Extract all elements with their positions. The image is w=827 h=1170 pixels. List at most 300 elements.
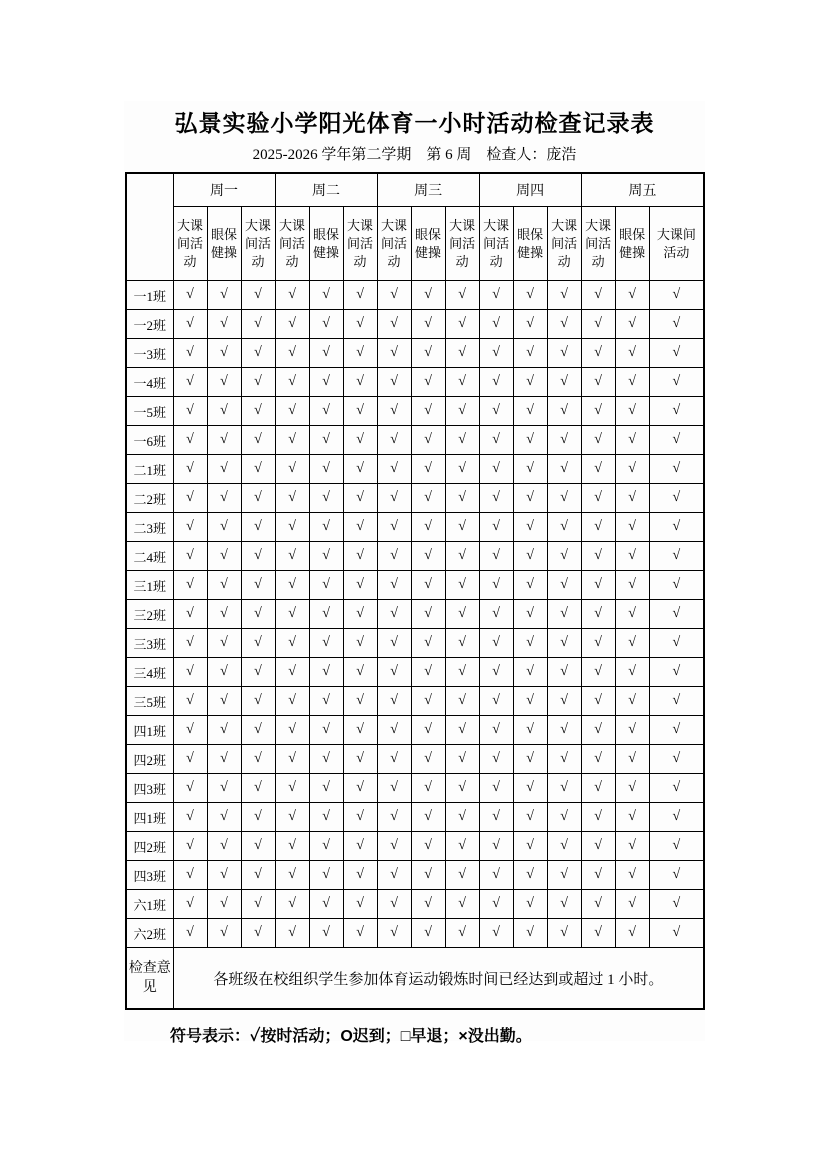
check-cell: √ xyxy=(309,339,343,368)
check-cell: √ xyxy=(275,571,309,600)
check-cell: √ xyxy=(649,687,704,716)
summary-row xyxy=(126,948,704,1010)
check-cell: √ xyxy=(207,455,241,484)
check-cell: √ xyxy=(513,455,547,484)
document-content-area xyxy=(124,101,705,1045)
check-cell: √ xyxy=(241,310,275,339)
check-cell: √ xyxy=(207,803,241,832)
check-cell: √ xyxy=(513,919,547,948)
check-cell: √ xyxy=(173,716,207,745)
check-cell: √ xyxy=(581,658,615,687)
check-cell: √ xyxy=(343,542,377,571)
check-cell: √ xyxy=(581,774,615,803)
check-cell: √ xyxy=(649,368,704,397)
check-cell: √ xyxy=(377,745,411,774)
class-row-label: 三4班 xyxy=(126,658,173,687)
check-cell: √ xyxy=(275,658,309,687)
symbol-legend: 符号表示：✓按时活动；O迟到；□早退；×没出勤。 xyxy=(170,1028,532,1045)
check-cell: √ xyxy=(207,919,241,948)
check-cell: √ xyxy=(411,571,445,600)
check-cell: √ xyxy=(207,629,241,658)
check-cell: √ xyxy=(649,513,704,542)
check-cell: √ xyxy=(479,426,513,455)
check-cell: √ xyxy=(479,629,513,658)
check-cell: √ xyxy=(343,455,377,484)
check-cell: √ xyxy=(275,716,309,745)
check-cell: √ xyxy=(649,571,704,600)
check-cell: √ xyxy=(173,687,207,716)
table-row xyxy=(126,716,704,745)
check-cell: √ xyxy=(173,571,207,600)
check-cell: √ xyxy=(445,890,479,919)
check-cell: √ xyxy=(377,658,411,687)
check-cell: √ xyxy=(309,890,343,919)
check-cell: √ xyxy=(309,716,343,745)
check-cell: √ xyxy=(173,600,207,629)
check-cell: √ xyxy=(581,281,615,310)
day-header: 周二 xyxy=(275,173,377,207)
check-cell: √ xyxy=(445,513,479,542)
check-cell: √ xyxy=(581,600,615,629)
check-cell: √ xyxy=(445,310,479,339)
check-cell: √ xyxy=(615,281,649,310)
check-cell: √ xyxy=(513,281,547,310)
check-cell: √ xyxy=(343,426,377,455)
check-cell: √ xyxy=(309,861,343,890)
check-cell: √ xyxy=(377,426,411,455)
check-cell: √ xyxy=(309,745,343,774)
check-cell: √ xyxy=(207,513,241,542)
check-cell: √ xyxy=(581,716,615,745)
check-cell: √ xyxy=(513,861,547,890)
check-cell: √ xyxy=(343,310,377,339)
check-cell: √ xyxy=(445,484,479,513)
check-cell: √ xyxy=(547,368,581,397)
table-row xyxy=(126,774,704,803)
corner-cell xyxy=(126,173,173,281)
check-cell: √ xyxy=(241,368,275,397)
check-cell: √ xyxy=(411,832,445,861)
check-cell: √ xyxy=(479,281,513,310)
day-header: 周三 xyxy=(377,173,479,207)
activity-header: 大课间活动 xyxy=(581,207,615,281)
check-cell: √ xyxy=(581,339,615,368)
check-cell: √ xyxy=(309,281,343,310)
class-row-label: 二3班 xyxy=(126,513,173,542)
activity-header: 大课间活动 xyxy=(241,207,275,281)
check-cell: √ xyxy=(207,397,241,426)
check-cell: √ xyxy=(309,832,343,861)
check-cell: √ xyxy=(513,745,547,774)
check-cell: √ xyxy=(173,368,207,397)
check-cell: √ xyxy=(411,774,445,803)
check-cell: √ xyxy=(377,600,411,629)
check-cell: √ xyxy=(649,745,704,774)
check-cell: √ xyxy=(547,861,581,890)
check-cell: √ xyxy=(513,774,547,803)
check-cell: √ xyxy=(581,426,615,455)
check-cell: √ xyxy=(615,397,649,426)
check-cell: √ xyxy=(377,629,411,658)
check-cell: √ xyxy=(479,310,513,339)
check-cell: √ xyxy=(649,774,704,803)
check-cell: √ xyxy=(445,339,479,368)
check-cell: √ xyxy=(513,832,547,861)
class-row-label: 四1班 xyxy=(126,716,173,745)
check-cell: √ xyxy=(547,687,581,716)
check-cell: √ xyxy=(241,542,275,571)
check-cell: √ xyxy=(547,716,581,745)
day-header: 周五 xyxy=(581,173,704,207)
check-cell: √ xyxy=(173,861,207,890)
table-row xyxy=(126,281,704,310)
activity-header: 眼保健操 xyxy=(309,207,343,281)
class-row-label: 四2班 xyxy=(126,745,173,774)
check-cell: √ xyxy=(275,745,309,774)
check-cell: √ xyxy=(615,716,649,745)
check-cell: √ xyxy=(479,832,513,861)
check-cell: √ xyxy=(173,339,207,368)
table-row xyxy=(126,542,704,571)
check-cell: √ xyxy=(207,542,241,571)
table-row xyxy=(126,803,704,832)
check-cell: √ xyxy=(513,600,547,629)
check-cell: √ xyxy=(581,803,615,832)
check-cell: √ xyxy=(547,571,581,600)
check-cell: √ xyxy=(173,310,207,339)
check-cell: √ xyxy=(581,542,615,571)
inspection-table xyxy=(125,172,705,1010)
page-title: 弘景实验小学阳光体育一小时活动检查记录表 xyxy=(174,110,655,136)
class-row-label: 二1班 xyxy=(126,455,173,484)
check-cell: √ xyxy=(377,687,411,716)
check-cell: √ xyxy=(479,890,513,919)
check-cell: √ xyxy=(343,368,377,397)
check-cell: √ xyxy=(649,803,704,832)
check-cell: √ xyxy=(445,861,479,890)
class-row-label: 三2班 xyxy=(126,600,173,629)
check-cell: √ xyxy=(445,774,479,803)
check-cell: √ xyxy=(309,310,343,339)
activity-header: 大课间活动 xyxy=(173,207,207,281)
check-cell: √ xyxy=(241,832,275,861)
activity-header: 大课间活动 xyxy=(649,207,704,281)
check-cell: √ xyxy=(649,832,704,861)
activity-header: 大课间活动 xyxy=(343,207,377,281)
check-cell: √ xyxy=(581,513,615,542)
check-cell: √ xyxy=(241,803,275,832)
check-cell: √ xyxy=(445,455,479,484)
class-row-label: 六1班 xyxy=(126,890,173,919)
check-cell: √ xyxy=(547,484,581,513)
check-cell: √ xyxy=(445,368,479,397)
check-cell: √ xyxy=(241,426,275,455)
check-cell: √ xyxy=(411,397,445,426)
check-cell: √ xyxy=(241,513,275,542)
check-cell: √ xyxy=(445,832,479,861)
check-cell: √ xyxy=(615,310,649,339)
table-row xyxy=(126,629,704,658)
check-cell: √ xyxy=(513,513,547,542)
check-cell: √ xyxy=(411,368,445,397)
check-cell: √ xyxy=(309,658,343,687)
check-cell: √ xyxy=(173,832,207,861)
check-cell: √ xyxy=(411,658,445,687)
class-row-label: 一6班 xyxy=(126,426,173,455)
check-cell: √ xyxy=(581,861,615,890)
check-cell: √ xyxy=(649,861,704,890)
check-cell: √ xyxy=(513,484,547,513)
check-cell: √ xyxy=(547,600,581,629)
check-cell: √ xyxy=(581,571,615,600)
check-cell: √ xyxy=(241,687,275,716)
class-row-label: 六2班 xyxy=(126,919,173,948)
check-cell: √ xyxy=(649,890,704,919)
check-cell: √ xyxy=(615,513,649,542)
check-cell: √ xyxy=(513,310,547,339)
check-cell: √ xyxy=(173,397,207,426)
check-cell: √ xyxy=(615,890,649,919)
check-cell: √ xyxy=(207,861,241,890)
check-cell: √ xyxy=(241,890,275,919)
check-cell: √ xyxy=(581,919,615,948)
check-cell: √ xyxy=(241,919,275,948)
check-cell: √ xyxy=(207,716,241,745)
check-cell: √ xyxy=(207,339,241,368)
check-cell: √ xyxy=(173,484,207,513)
check-cell: √ xyxy=(275,832,309,861)
check-cell: √ xyxy=(547,658,581,687)
check-cell: √ xyxy=(411,310,445,339)
check-cell: √ xyxy=(173,629,207,658)
check-cell: √ xyxy=(275,919,309,948)
check-cell: √ xyxy=(377,832,411,861)
check-cell: √ xyxy=(615,687,649,716)
check-cell: √ xyxy=(241,716,275,745)
check-cell: √ xyxy=(343,890,377,919)
check-cell: √ xyxy=(615,368,649,397)
check-cell: √ xyxy=(241,774,275,803)
check-cell: √ xyxy=(445,600,479,629)
check-cell: √ xyxy=(411,919,445,948)
check-cell: √ xyxy=(581,310,615,339)
table-row xyxy=(126,397,704,426)
check-cell: √ xyxy=(547,774,581,803)
check-cell: √ xyxy=(207,368,241,397)
check-cell: √ xyxy=(207,832,241,861)
check-cell: √ xyxy=(309,803,343,832)
check-cell: √ xyxy=(377,368,411,397)
check-cell: √ xyxy=(615,832,649,861)
check-cell: √ xyxy=(241,484,275,513)
check-cell: √ xyxy=(581,484,615,513)
table-row xyxy=(126,600,704,629)
check-cell: √ xyxy=(649,397,704,426)
check-cell: √ xyxy=(615,600,649,629)
check-cell: √ xyxy=(275,455,309,484)
class-row-label: 三3班 xyxy=(126,629,173,658)
table-row xyxy=(126,513,704,542)
check-cell: √ xyxy=(445,687,479,716)
check-cell: √ xyxy=(513,426,547,455)
check-cell: √ xyxy=(615,919,649,948)
check-cell: √ xyxy=(377,890,411,919)
check-cell: √ xyxy=(615,455,649,484)
check-cell: √ xyxy=(275,368,309,397)
check-cell: √ xyxy=(275,397,309,426)
check-cell: √ xyxy=(547,310,581,339)
check-cell: √ xyxy=(275,803,309,832)
check-cell: √ xyxy=(411,600,445,629)
activity-header: 大课间活动 xyxy=(275,207,309,281)
check-cell: √ xyxy=(445,629,479,658)
check-cell: √ xyxy=(173,919,207,948)
table-row xyxy=(126,310,704,339)
check-cell: √ xyxy=(207,658,241,687)
check-cell: √ xyxy=(207,484,241,513)
check-cell: √ xyxy=(377,281,411,310)
check-cell: √ xyxy=(309,629,343,658)
check-cell: √ xyxy=(207,890,241,919)
check-cell: √ xyxy=(411,426,445,455)
check-cell: √ xyxy=(445,919,479,948)
check-cell: √ xyxy=(615,803,649,832)
check-cell: √ xyxy=(581,745,615,774)
check-cell: √ xyxy=(581,368,615,397)
class-row-label: 一3班 xyxy=(126,339,173,368)
check-cell: √ xyxy=(241,397,275,426)
check-cell: √ xyxy=(411,861,445,890)
table-row xyxy=(126,832,704,861)
activity-header: 眼保健操 xyxy=(513,207,547,281)
check-cell: √ xyxy=(547,397,581,426)
check-cell: √ xyxy=(275,339,309,368)
class-row-label: 一5班 xyxy=(126,397,173,426)
check-cell: √ xyxy=(241,861,275,890)
check-cell: √ xyxy=(275,281,309,310)
check-cell: √ xyxy=(173,513,207,542)
check-cell: √ xyxy=(343,600,377,629)
check-cell: √ xyxy=(343,774,377,803)
check-cell: √ xyxy=(241,745,275,774)
check-cell: √ xyxy=(479,571,513,600)
check-cell: √ xyxy=(547,803,581,832)
check-cell: √ xyxy=(173,774,207,803)
check-cell: √ xyxy=(343,658,377,687)
check-cell: √ xyxy=(649,339,704,368)
check-cell: √ xyxy=(411,629,445,658)
table-body xyxy=(126,281,704,1010)
check-cell: √ xyxy=(377,455,411,484)
table-row xyxy=(126,368,704,397)
class-row-label: 一4班 xyxy=(126,368,173,397)
check-cell: √ xyxy=(445,281,479,310)
check-cell: √ xyxy=(411,542,445,571)
check-cell: √ xyxy=(309,484,343,513)
check-cell: √ xyxy=(615,629,649,658)
check-cell: √ xyxy=(649,484,704,513)
check-cell: √ xyxy=(513,339,547,368)
check-cell: √ xyxy=(343,484,377,513)
check-cell: √ xyxy=(173,281,207,310)
check-cell: √ xyxy=(241,629,275,658)
check-cell: √ xyxy=(479,455,513,484)
activity-header: 大课间活动 xyxy=(547,207,581,281)
check-cell: √ xyxy=(207,281,241,310)
check-cell: √ xyxy=(275,629,309,658)
check-cell: √ xyxy=(615,774,649,803)
check-cell: √ xyxy=(513,571,547,600)
check-cell: √ xyxy=(411,687,445,716)
check-cell: √ xyxy=(649,919,704,948)
check-cell: √ xyxy=(241,658,275,687)
check-cell: √ xyxy=(377,774,411,803)
class-row-label: 三5班 xyxy=(126,687,173,716)
check-cell: √ xyxy=(547,455,581,484)
check-cell: √ xyxy=(479,339,513,368)
check-cell: √ xyxy=(547,542,581,571)
check-cell: √ xyxy=(241,455,275,484)
check-cell: √ xyxy=(377,339,411,368)
check-cell: √ xyxy=(377,542,411,571)
check-cell: √ xyxy=(479,484,513,513)
check-cell: √ xyxy=(615,484,649,513)
check-cell: √ xyxy=(479,368,513,397)
check-cell: √ xyxy=(547,426,581,455)
table-row xyxy=(126,687,704,716)
check-cell: √ xyxy=(479,716,513,745)
check-cell: √ xyxy=(649,426,704,455)
check-cell: √ xyxy=(547,832,581,861)
check-cell: √ xyxy=(377,803,411,832)
check-cell: √ xyxy=(411,281,445,310)
class-row-label: 二4班 xyxy=(126,542,173,571)
class-row-label: 二2班 xyxy=(126,484,173,513)
check-cell: √ xyxy=(479,774,513,803)
check-cell: √ xyxy=(445,716,479,745)
table-row xyxy=(126,339,704,368)
check-cell: √ xyxy=(377,310,411,339)
check-cell: √ xyxy=(343,629,377,658)
check-cell: √ xyxy=(343,281,377,310)
check-cell: √ xyxy=(513,803,547,832)
class-row-label: 一2班 xyxy=(126,310,173,339)
check-cell: √ xyxy=(309,426,343,455)
check-cell: √ xyxy=(275,542,309,571)
check-cell: √ xyxy=(343,571,377,600)
day-header: 周一 xyxy=(173,173,275,207)
class-row-label: 一1班 xyxy=(126,281,173,310)
class-row-label: 四3班 xyxy=(126,774,173,803)
check-cell: √ xyxy=(275,310,309,339)
class-row-label: 四2班 xyxy=(126,832,173,861)
check-cell: √ xyxy=(275,861,309,890)
check-cell: √ xyxy=(343,687,377,716)
check-cell: √ xyxy=(479,542,513,571)
summary-label: 检查意见 xyxy=(126,948,173,1010)
activity-header: 大课间活动 xyxy=(377,207,411,281)
table-row xyxy=(126,890,704,919)
check-cell: √ xyxy=(411,484,445,513)
check-cell: √ xyxy=(207,600,241,629)
check-cell: √ xyxy=(173,426,207,455)
check-cell: √ xyxy=(309,542,343,571)
check-cell: √ xyxy=(615,339,649,368)
check-cell: √ xyxy=(513,542,547,571)
activity-header: 眼保健操 xyxy=(411,207,445,281)
check-cell: √ xyxy=(411,716,445,745)
check-cell: √ xyxy=(649,658,704,687)
